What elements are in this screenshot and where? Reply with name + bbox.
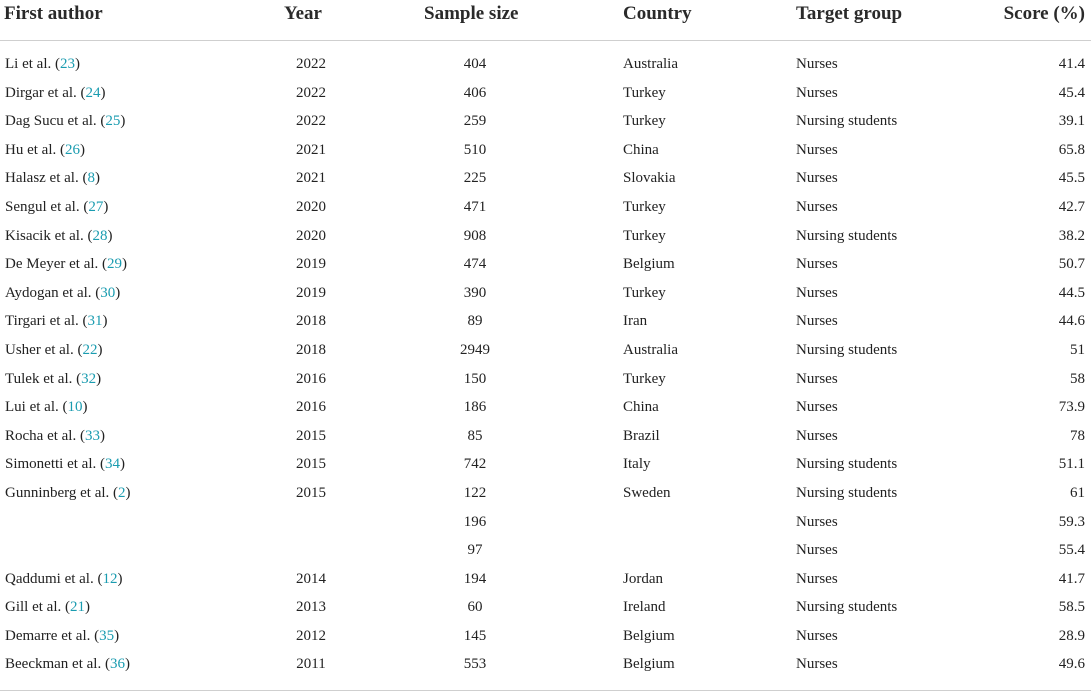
cell-country: Slovakia (623, 170, 676, 187)
author-name: Rocha et al. ( (5, 427, 85, 444)
cell-target-group: Nurses (796, 170, 838, 187)
cell-score: 78 (1070, 427, 1085, 444)
cell-target-group: Nurses (796, 141, 838, 158)
cell-score: 28.9 (1058, 627, 1085, 644)
table-row (0, 335, 1091, 364)
cell-sample-size: 225 (463, 170, 487, 187)
cell-score: 61 (1070, 484, 1085, 501)
cell-year: 2015 (296, 427, 326, 444)
cell-sample-size: 908 (463, 227, 487, 244)
cell-year: 2019 (296, 284, 326, 301)
cell-year: 2020 (296, 227, 326, 244)
reference-link[interactable]: 35 (99, 627, 115, 644)
cell-first-author (5, 255, 127, 273)
reference-link[interactable]: 29 (107, 256, 123, 273)
table-bottom-rule (0, 690, 1091, 691)
table-row (0, 249, 1091, 278)
table-row (0, 592, 1091, 621)
cell-country: Turkey (623, 284, 666, 301)
cell-country: Australia (623, 56, 678, 72)
cell-sample-size: 390 (463, 284, 487, 301)
reference-link[interactable]: 21 (69, 599, 85, 616)
cell-score: 45.4 (1058, 84, 1085, 101)
cell-first-author (5, 341, 102, 359)
cell-country: Belgium (623, 627, 675, 644)
cell-country: China (623, 141, 659, 158)
cell-sample-size: 404 (463, 56, 487, 72)
cell-target-group: Nurses (796, 313, 838, 330)
table-row (0, 135, 1091, 164)
table-row (0, 392, 1091, 421)
header-first-author: First author (4, 3, 103, 24)
table-row (0, 535, 1091, 564)
cell-target-group: Nurses (796, 284, 838, 301)
cell-first-author (5, 484, 131, 502)
reference-link[interactable]: 36 (109, 656, 125, 673)
cell-target-group: Nursing students (796, 456, 898, 473)
cell-score: 41.7 (1058, 570, 1085, 587)
cell-score: 65.8 (1058, 141, 1085, 158)
header-score: Score (%) (1003, 3, 1085, 24)
cell-year: 2014 (296, 570, 326, 587)
cell-first-author (5, 312, 108, 330)
table-row (0, 449, 1091, 478)
table-row (0, 621, 1091, 650)
table-row (0, 364, 1091, 393)
cell-sample-size: 474 (463, 256, 487, 273)
cell-first-author (5, 141, 85, 159)
cell-country: Turkey (623, 113, 666, 130)
cell-target-group: Nursing students (796, 113, 898, 130)
cell-year: 2022 (296, 56, 326, 72)
cell-score: 59.3 (1058, 513, 1085, 530)
cell-year: 2013 (296, 599, 326, 616)
author-name: Li et al. ( (5, 56, 60, 72)
cell-target-group: Nurses (796, 84, 838, 101)
author-name: Lui et al. ( (5, 399, 68, 416)
author-name: Tulek et al. ( (5, 370, 82, 387)
cell-target-group: Nursing students (796, 484, 898, 501)
cell-country: Turkey (623, 227, 666, 244)
cell-score: 51.1 (1058, 456, 1085, 473)
author-name: Tirgari et al. ( (5, 313, 88, 330)
table-row (0, 192, 1091, 221)
table-row (0, 106, 1091, 135)
author-name: Hu et al. ( (5, 141, 65, 158)
cell-year: 2021 (296, 141, 326, 158)
cell-year: 2018 (296, 313, 326, 330)
cell-target-group: Nurses (796, 370, 838, 387)
table-row (0, 649, 1091, 678)
author-close-paren: ) (117, 570, 123, 587)
cell-score: 51 (1070, 341, 1085, 358)
cell-score: 44.6 (1058, 313, 1085, 330)
cell-first-author (5, 655, 130, 673)
table-row (0, 278, 1091, 307)
cell-target-group: Nurses (796, 256, 838, 273)
author-close-paren: ) (122, 256, 128, 273)
cell-first-author (5, 370, 101, 388)
cell-target-group: Nurses (796, 656, 838, 673)
table-row (0, 478, 1091, 507)
table-row (0, 306, 1091, 335)
author-name: Gunninberg et al. ( (5, 484, 119, 501)
author-close-paren: ) (124, 656, 130, 673)
cell-sample-size: 122 (463, 484, 487, 501)
cell-country: Iran (623, 313, 648, 330)
cell-country: Jordan (623, 570, 663, 587)
cell-year: 2016 (296, 399, 326, 416)
author-close-paren: ) (96, 370, 102, 387)
cell-year: 2015 (296, 456, 326, 473)
author-name: Aydogan et al. ( (5, 284, 101, 301)
author-close-paren: ) (97, 341, 103, 358)
author-close-paren: ) (103, 198, 109, 215)
author-close-paren: ) (120, 113, 126, 130)
reference-link[interactable]: 2 (118, 484, 126, 501)
table-header-row (0, 0, 1091, 41)
author-close-paren: ) (94, 170, 100, 187)
author-name: Demarre et al. ( (5, 627, 100, 644)
author-name: Simonetti et al. ( (5, 456, 105, 473)
reference-link[interactable]: 8 (87, 170, 95, 187)
cell-sample-size: 553 (463, 656, 487, 673)
author-name: De Meyer et al. ( (5, 256, 108, 273)
cell-sample-size: 150 (463, 370, 487, 387)
author-name: Beeckman et al. ( (5, 656, 110, 673)
reference-link[interactable]: 31 (87, 313, 103, 330)
reference-link[interactable]: 33 (84, 427, 100, 444)
cell-score: 55.4 (1058, 542, 1085, 559)
cell-sample-size: 406 (463, 84, 487, 101)
reference-link[interactable]: 30 (100, 284, 116, 301)
author-close-paren: ) (107, 227, 113, 244)
author-close-paren: ) (84, 599, 90, 616)
author-close-paren: ) (119, 456, 125, 473)
author-name: Qaddumi et al. ( (5, 570, 103, 587)
cell-sample-size: 97 (467, 542, 483, 559)
reference-link[interactable]: 23 (59, 56, 75, 72)
author-close-paren: ) (102, 313, 108, 330)
cell-year: 2016 (296, 370, 326, 387)
author-name: Usher et al. ( (5, 341, 83, 358)
header-target-group: Target group (796, 3, 903, 24)
cell-score: 49.6 (1058, 656, 1085, 673)
author-close-paren: ) (79, 141, 85, 158)
cell-sample-size: 510 (463, 141, 487, 158)
cell-target-group: Nurses (796, 542, 838, 559)
cell-target-group: Nursing students (796, 227, 898, 244)
cell-sample-size: 89 (467, 313, 483, 330)
cell-score: 44.5 (1058, 284, 1085, 301)
cell-sample-size: 259 (463, 113, 487, 130)
cell-target-group: Nurses (796, 198, 838, 215)
reference-link[interactable]: 32 (81, 370, 97, 387)
table-row (0, 78, 1091, 107)
cell-target-group: Nursing students (796, 599, 898, 616)
cell-sample-size: 2949 (460, 341, 490, 358)
cell-year: 2015 (296, 484, 326, 501)
cell-sample-size: 194 (463, 570, 487, 587)
cell-year: 2018 (296, 341, 326, 358)
reference-link[interactable]: 25 (105, 113, 121, 130)
cell-country: Turkey (623, 84, 666, 101)
reference-link[interactable]: 12 (102, 570, 118, 587)
reference-link[interactable]: 28 (92, 227, 108, 244)
author-name: Sengul et al. ( (5, 198, 89, 215)
cell-first-author (5, 398, 87, 416)
cell-target-group: Nursing students (796, 341, 898, 358)
cell-country: Belgium (623, 256, 675, 273)
header-country: Country (623, 3, 692, 24)
cell-country: Turkey (623, 198, 666, 215)
cell-year: 2019 (296, 256, 326, 273)
cell-first-author (5, 227, 112, 245)
cell-score: 39.1 (1058, 113, 1085, 130)
cell-score: 41.4 (1058, 56, 1085, 72)
cell-sample-size: 196 (463, 513, 487, 530)
cell-sample-size: 742 (463, 456, 487, 473)
reference-link[interactable]: 10 (67, 399, 83, 416)
cell-target-group: Nurses (796, 513, 838, 530)
cell-country: Australia (623, 341, 678, 358)
reference-link[interactable]: 22 (82, 341, 98, 358)
author-name: Halasz et al. ( (5, 170, 88, 187)
cell-first-author (5, 198, 108, 216)
cell-first-author (5, 627, 119, 645)
author-close-paren: ) (115, 284, 121, 301)
author-name: Dirgar et al. ( (5, 84, 86, 101)
table-row (0, 421, 1091, 450)
cell-country: Turkey (623, 370, 666, 387)
table-body (0, 49, 1091, 678)
cell-first-author (5, 427, 105, 445)
cell-score: 45.5 (1058, 170, 1085, 187)
cell-score: 50.7 (1058, 256, 1085, 273)
author-close-paren: ) (74, 56, 80, 72)
cell-target-group: Nurses (796, 56, 838, 72)
table-row (0, 49, 1091, 78)
table-row (0, 163, 1091, 192)
cell-target-group: Nurses (796, 399, 838, 416)
cell-country: Belgium (623, 656, 675, 673)
cell-country: Italy (623, 456, 651, 473)
cell-score: 42.7 (1058, 198, 1085, 215)
cell-country: China (623, 399, 659, 416)
cell-year: 2021 (296, 170, 326, 187)
author-close-paren: ) (125, 484, 131, 501)
author-close-paren: ) (100, 84, 106, 101)
author-name: Dag Sucu et al. ( (5, 113, 106, 130)
cell-first-author (5, 169, 100, 187)
cell-sample-size: 186 (463, 399, 487, 416)
cell-first-author (5, 55, 80, 73)
cell-country: Ireland (623, 599, 666, 616)
cell-sample-size: 60 (467, 599, 483, 616)
cell-country: Brazil (623, 427, 660, 444)
cell-score: 58 (1070, 370, 1085, 387)
author-close-paren: ) (82, 399, 88, 416)
cell-first-author (5, 598, 90, 616)
cell-target-group: Nurses (796, 427, 838, 444)
author-close-paren: ) (99, 427, 105, 444)
cell-year: 2022 (296, 113, 326, 130)
cell-score: 38.2 (1058, 227, 1085, 244)
reference-link[interactable]: 26 (64, 141, 80, 158)
reference-link[interactable]: 34 (104, 456, 120, 473)
cell-year: 2011 (296, 656, 326, 673)
cell-first-author (5, 112, 125, 130)
cell-year: 2022 (296, 84, 326, 101)
cell-country: Sweden (623, 484, 671, 501)
author-name: Kisacik et al. ( (5, 227, 93, 244)
cell-sample-size: 471 (463, 198, 487, 215)
cell-sample-size: 85 (467, 427, 483, 444)
cell-score: 58.5 (1058, 599, 1085, 616)
reference-link[interactable]: 24 (85, 84, 101, 101)
reference-link[interactable]: 27 (88, 198, 104, 215)
header-sample-size: Sample size (424, 3, 519, 24)
cell-year: 2012 (296, 627, 326, 644)
table-row (0, 221, 1091, 250)
table-row (0, 507, 1091, 536)
header-year: Year (284, 3, 322, 24)
cell-sample-size: 145 (463, 627, 487, 644)
table-row (0, 564, 1091, 593)
author-name: Gill et al. ( (5, 599, 70, 616)
cell-year: 2020 (296, 198, 326, 215)
cell-target-group: Nurses (796, 627, 838, 644)
cell-first-author (5, 84, 106, 102)
cell-first-author (5, 455, 125, 473)
cell-first-author (5, 284, 120, 302)
cell-first-author (5, 570, 122, 588)
cell-score: 73.9 (1058, 399, 1085, 416)
author-close-paren: ) (114, 627, 120, 644)
cell-target-group: Nurses (796, 570, 838, 587)
